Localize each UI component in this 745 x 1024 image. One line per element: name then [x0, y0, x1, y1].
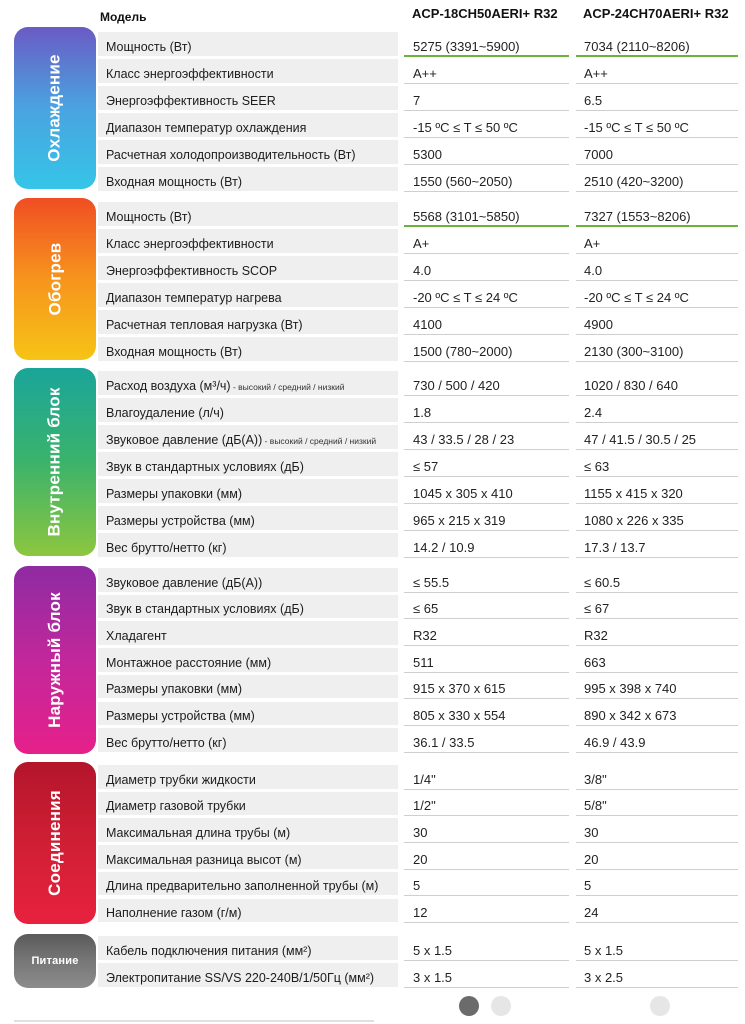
row-label: Размеры устройства (мм) — [106, 709, 255, 724]
row-divider — [576, 191, 738, 192]
section-title: Питание — [31, 955, 79, 967]
row-label: Электропитание SS/VS 220-240В/1/50Гц (мм²) — [106, 971, 375, 985]
value-model-1: A+ — [413, 236, 430, 251]
table-row — [98, 84, 738, 111]
section-tab — [14, 762, 96, 924]
row-label: Расчетная холодопроизводительность (Вт) — [106, 148, 356, 162]
pagination-dots — [0, 996, 745, 1020]
table-row — [98, 726, 738, 753]
value-model-1: 1.8 — [413, 405, 432, 420]
value-model-2: 2510 (420~3200) — [584, 174, 684, 189]
value-model-1: A++ — [413, 66, 437, 81]
page-dot-active[interactable] — [459, 996, 479, 1016]
table-row — [98, 843, 738, 870]
model-1-title: ACP-18CH50AERI+ R32 — [412, 6, 558, 21]
model-column-label: Модель — [100, 10, 147, 24]
value-model-1: 5300 — [413, 147, 442, 162]
row-divider — [404, 752, 569, 753]
section-title: Охлаждение — [45, 54, 64, 162]
value-model-2: 995 x 398 x 740 — [584, 681, 677, 697]
table-row — [98, 870, 738, 897]
row-label: Максимальная длина трубы (м) — [106, 826, 291, 841]
table-row — [98, 673, 738, 700]
table-row — [98, 30, 738, 57]
value-model-2: -15 ºC ≤ T ≤ 50 ºC — [584, 120, 689, 135]
scroll-bar — [14, 1020, 374, 1022]
row-label: Входная мощность (Вт) — [106, 175, 242, 189]
value-model-2: R32 — [584, 628, 608, 644]
value-model-2: 7000 — [584, 147, 613, 162]
section-title: Наружный блок — [45, 592, 64, 728]
value-model-1: 4.0 — [413, 263, 432, 278]
value-model-1: -20 ºC ≤ T ≤ 24 ºC — [413, 290, 518, 305]
table-row — [98, 816, 738, 843]
row-label: Звук в стандартных условиях (дБ) — [106, 460, 304, 474]
table-row — [98, 450, 738, 477]
section-tab — [14, 27, 96, 189]
section-tab — [14, 934, 96, 988]
value-model-2: 2130 (300~3100) — [584, 344, 684, 359]
value-model-2: 5 — [584, 878, 592, 894]
row-divider — [576, 752, 738, 753]
table-row — [98, 897, 738, 924]
row-label: Расчетная тепловая нагрузка (Вт) — [106, 318, 303, 332]
value-model-2: 3/8" — [584, 771, 607, 787]
row-divider — [98, 557, 398, 558]
row-divider — [404, 361, 569, 362]
table-row — [98, 961, 738, 988]
value-model-2: 663 — [584, 654, 606, 670]
value-model-2: 1020 / 830 / 640 — [584, 378, 678, 393]
table-row — [98, 369, 738, 396]
value-model-2: 20 — [584, 851, 599, 867]
value-model-2: ≤ 67 — [584, 601, 610, 617]
value-model-2: 4.0 — [584, 263, 603, 278]
value-model-2: 1080 x 226 x 335 — [584, 513, 684, 528]
row-label: Класс энергоэффективности — [106, 237, 274, 251]
table-row — [98, 619, 738, 646]
row-divider — [576, 987, 738, 988]
table-row — [98, 531, 738, 558]
row-divider — [98, 752, 398, 753]
value-model-2: 30 — [584, 825, 599, 841]
row-label-note: - высокий / средний / низкий — [230, 382, 345, 392]
row-label: Диаметр газовой трубки — [106, 799, 246, 814]
row-label: Кабель подключения питания (мм²) — [106, 944, 312, 958]
value-model-1: 12 — [413, 905, 428, 921]
value-model-2: ≤ 63 — [584, 459, 610, 474]
table-row — [98, 281, 738, 308]
value-model-2: 5/8" — [584, 798, 607, 814]
row-divider — [404, 922, 569, 923]
table-row — [98, 646, 738, 673]
row-label: Диапазон температур охлаждения — [106, 121, 307, 135]
table-row — [98, 934, 738, 961]
table-row — [98, 593, 738, 620]
table-row — [98, 790, 738, 817]
table-row — [98, 566, 738, 593]
row-label: Мощность (Вт) — [106, 40, 192, 54]
row-label: Диапазон температур нагрева — [106, 291, 282, 305]
value-model-1: 30 — [413, 825, 428, 841]
table-row — [98, 763, 738, 790]
table-row — [98, 700, 738, 727]
value-model-2: 7034 (2110~8206) — [584, 39, 690, 54]
row-label: Влагоудаление (л/ч) — [106, 406, 224, 420]
value-model-1: 43 / 33.5 / 28 / 23 — [413, 432, 515, 447]
row-label: Наполнение газом (г/м) — [106, 906, 242, 921]
table-row — [98, 200, 738, 227]
table-row — [98, 477, 738, 504]
row-label: Размеры устройства (мм) — [106, 514, 255, 528]
value-model-2: 4900 — [584, 317, 613, 332]
value-model-1: 1045 x 305 x 410 — [413, 486, 513, 501]
row-divider — [98, 922, 398, 923]
value-model-2: 890 x 342 x 673 — [584, 708, 677, 724]
page-dot[interactable] — [491, 996, 511, 1016]
section-tab — [14, 198, 96, 360]
value-model-1: -15 ºC ≤ T ≤ 50 ºC — [413, 120, 518, 135]
value-model-1: 730 / 500 / 420 — [413, 378, 500, 393]
value-model-2: 5 x 1.5 — [584, 943, 624, 958]
section-title: Внутренний блок — [45, 387, 65, 537]
row-label-note: - высокий / средний / низкий — [262, 436, 377, 446]
row-label: Класс энергоэффективности — [106, 67, 274, 81]
table-row — [98, 308, 738, 335]
value-model-1: 3 x 1.5 — [413, 970, 453, 985]
table-row — [98, 165, 738, 192]
value-model-2: 1155 x 415 x 320 — [584, 486, 683, 501]
value-model-2: 17.3 / 13.7 — [584, 540, 646, 555]
table-row — [98, 254, 738, 281]
table-row — [98, 57, 738, 84]
section-tab — [14, 566, 96, 754]
row-label: Длина предварительно заполненной трубы (м) — [106, 879, 379, 894]
page-dot[interactable] — [650, 996, 670, 1016]
table-row — [98, 138, 738, 165]
row-divider — [404, 557, 569, 558]
value-model-2: 7327 (1553~8206) — [584, 209, 691, 224]
row-divider — [404, 191, 569, 192]
value-model-1: 5 x 1.5 — [413, 943, 453, 958]
value-model-2: 2.4 — [584, 405, 603, 420]
value-model-1: R32 — [413, 628, 437, 644]
value-model-1: 1550 (560~2050) — [413, 174, 513, 189]
section-tab — [14, 368, 96, 556]
value-model-1: ≤ 55.5 — [413, 574, 450, 590]
value-model-1: 5568 (3101~5850) — [413, 209, 520, 224]
value-model-1: 511 — [413, 654, 434, 670]
row-label: Входная мощность (Вт) — [106, 345, 242, 359]
value-model-2: A+ — [584, 236, 601, 251]
value-model-1: 14.2 / 10.9 — [413, 540, 475, 555]
row-label: Звук в стандартных условиях (дБ) — [106, 602, 304, 617]
value-model-2: 47 / 41.5 / 30.5 / 25 — [584, 432, 697, 447]
value-model-1: 20 — [413, 851, 428, 867]
row-label: Звуковое давление (дБ(А)) — [106, 575, 263, 590]
value-model-1: 1/4" — [413, 771, 436, 787]
row-divider — [404, 987, 569, 988]
value-model-1: 5 — [413, 878, 421, 894]
table-header — [0, 0, 745, 28]
row-divider — [576, 361, 738, 362]
row-label: Энергоэффективность SEER — [106, 94, 276, 108]
table-row — [98, 396, 738, 423]
row-divider — [576, 922, 738, 923]
value-model-1: 4100 — [413, 317, 442, 332]
table-row — [98, 111, 738, 138]
row-label: Звуковое давление (дБ(А)) - высокий / средний / низкий — [106, 433, 377, 447]
row-label: Мощность (Вт) — [106, 210, 192, 224]
value-model-2: A++ — [584, 66, 608, 81]
value-model-1: 1/2" — [413, 798, 436, 814]
table-row — [98, 335, 738, 362]
value-model-1: 7 — [413, 93, 421, 108]
value-model-2: 6.5 — [584, 93, 603, 108]
value-model-1: 805 x 330 x 554 — [413, 708, 506, 724]
value-model-1: 1500 (780~2000) — [413, 344, 513, 359]
value-model-1: 36.1 / 33.5 — [413, 734, 475, 750]
value-model-1: 915 x 370 x 615 — [413, 681, 506, 697]
value-model-2: 24 — [584, 905, 599, 921]
row-label: Вес брутто/нетто (кг) — [106, 541, 227, 555]
value-model-2: ≤ 60.5 — [584, 574, 621, 590]
row-divider — [98, 361, 398, 362]
value-model-1: 5275 (3391~5900) — [413, 39, 520, 54]
row-label: Хладагент — [106, 629, 167, 644]
row-divider — [576, 557, 738, 558]
section-title: Обогрев — [44, 242, 64, 316]
value-model-2: -20 ºC ≤ T ≤ 24 ºC — [584, 290, 689, 305]
value-model-1: ≤ 57 — [413, 459, 439, 474]
row-label: Размеры упаковки (мм) — [106, 487, 243, 501]
value-model-2: 3 x 2.5 — [584, 970, 624, 985]
value-model-1: ≤ 65 — [413, 601, 439, 617]
row-label: Энергоэффективность SCOP — [106, 264, 278, 278]
value-model-1: 965 x 215 x 319 — [413, 513, 506, 528]
row-label: Расход воздуха (м³/ч) - высокий / средний / низкий — [106, 379, 345, 393]
row-label: Монтажное расстояние (мм) — [106, 655, 272, 670]
row-label: Вес брутто/нетто (кг) — [106, 735, 227, 750]
row-label: Диаметр трубки жидкости — [106, 772, 256, 787]
row-label: Размеры упаковки (мм) — [106, 682, 243, 697]
section-title: Соединения — [45, 790, 64, 896]
row-divider — [98, 191, 398, 192]
table-row — [98, 423, 738, 450]
table-row — [98, 504, 738, 531]
row-label: Максимальная разница высот (м) — [106, 852, 302, 867]
model-2-title: ACP-24CH70AERI+ R32 — [583, 6, 729, 21]
value-model-2: 46.9 / 43.9 — [584, 734, 646, 750]
row-divider — [98, 987, 398, 988]
table-row — [98, 227, 738, 254]
